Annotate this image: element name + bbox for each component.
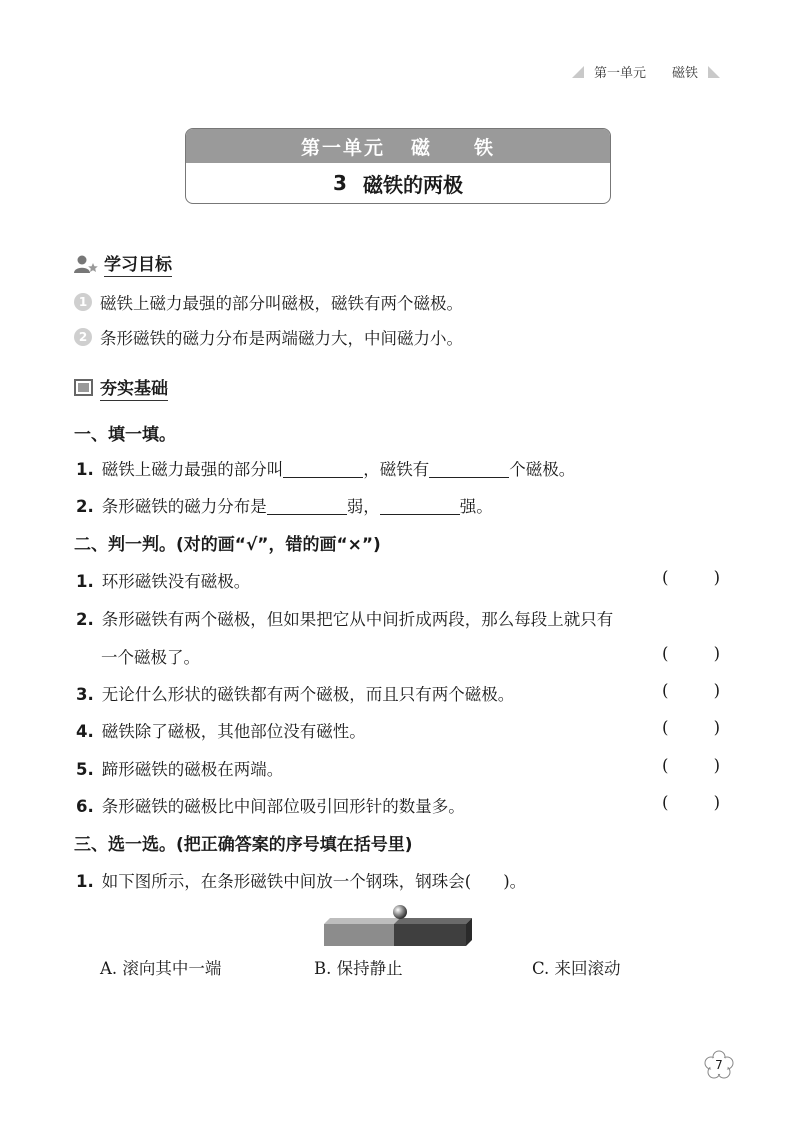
goal-text: 磁铁上磁力最强的部分叫磁极，磁铁有两个磁极。: [100, 294, 463, 313]
answer-parentheses[interactable]: ( ): [662, 718, 720, 737]
magnet-top-left: [324, 918, 400, 924]
answer-parentheses[interactable]: ( ): [662, 568, 720, 587]
judge-question-3: [76, 681, 514, 705]
question-number: 6.: [76, 797, 94, 816]
judge-question-1: [76, 568, 250, 592]
question-text: 环形磁铁没有磁极。: [101, 572, 251, 591]
answer-blank[interactable]: [429, 461, 509, 478]
learning-goals-heading: [74, 250, 172, 277]
judge-question-2: [76, 606, 613, 630]
basics-title: 夯实基础: [100, 374, 168, 401]
judge-question-6: [76, 793, 465, 817]
basics-heading: [74, 374, 168, 401]
running-header: [572, 62, 720, 81]
goal-text: 条形磁铁的磁力分布是两端磁力大，中间磁力小。: [100, 329, 463, 348]
question-text: 条形磁铁的磁力分布是: [101, 497, 267, 516]
fill-question-2: [76, 493, 493, 517]
choose-question-1: [76, 868, 526, 892]
answer-parentheses[interactable]: ( ): [662, 644, 720, 663]
goal-number: 2: [74, 328, 92, 346]
question-text: 弱，: [346, 497, 380, 516]
question-text: 无论什么形状的磁铁都有两个磁极，而且只有两个磁极。: [101, 685, 515, 704]
answer-blank[interactable]: [380, 498, 460, 515]
goal-item: [74, 290, 463, 314]
unit-title: 第一单元: [300, 136, 385, 159]
page-number-badge: [704, 1050, 734, 1080]
question-number: 3.: [76, 685, 94, 704]
judge-question-4: [76, 718, 366, 742]
fill-question-1: [76, 456, 575, 480]
book-icon: [74, 379, 94, 397]
page-number: 7: [715, 1058, 723, 1072]
bar-magnet-illustration: [318, 902, 478, 950]
answer-blank[interactable]: [283, 461, 363, 478]
magnet-half-light: [324, 924, 394, 946]
lesson-title-box: [185, 128, 611, 204]
lesson-number: 3: [333, 171, 347, 195]
judge-section-title: 二、判一判。(对的画“√”，错的画“×”): [74, 535, 381, 555]
magnet-top-right: [394, 918, 472, 924]
option-a[interactable]: A. 滚向其中一端: [100, 959, 222, 978]
lesson-name: 磁铁的两极: [362, 172, 463, 197]
option-c[interactable]: C. 来回滚动: [532, 959, 621, 978]
question-text: ，磁铁有: [363, 460, 430, 479]
unit-title-char-1: 磁: [410, 136, 432, 159]
steel-ball-icon: [393, 905, 407, 919]
answer-parentheses[interactable]: ( ): [662, 793, 720, 812]
question-number: 4.: [76, 722, 94, 741]
header-unit: 第一单元: [593, 66, 646, 81]
answer-parentheses[interactable]: ( ): [662, 756, 720, 775]
question-text: 强。: [459, 497, 493, 516]
unit-title-band: [186, 129, 610, 163]
learning-goals-title: 学习目标: [104, 250, 172, 277]
person-star-icon: [74, 254, 98, 274]
goal-number: 1: [74, 293, 92, 311]
question-number: 1.: [76, 460, 94, 479]
judge-question-2-cont: [101, 644, 200, 668]
header-topic: 磁铁: [671, 66, 698, 81]
left-triangle-icon: [572, 66, 584, 78]
question-number: 1.: [76, 572, 94, 591]
question-text: )。: [503, 872, 527, 891]
question-text: 一个磁极了。: [101, 648, 200, 667]
question-text: 磁铁除了磁极，其他部位没有磁性。: [101, 722, 366, 741]
question-text: 条形磁铁的磁极比中间部位吸引回形针的数量多。: [101, 797, 465, 816]
answer-parentheses[interactable]: ( ): [662, 681, 720, 700]
question-text: 如下图所示，在条形磁铁中间放一个钢珠，钢珠会(: [101, 872, 472, 891]
question-number: 1.: [76, 872, 94, 891]
question-text: 个磁极。: [509, 460, 576, 479]
choose-section-title: 三、选一选。(把正确答案的序号填在括号里): [74, 835, 413, 855]
magnet-half-dark: [394, 924, 466, 946]
answer-blank[interactable]: [267, 498, 347, 515]
question-number: 2.: [76, 610, 94, 629]
judge-question-5: [76, 756, 283, 780]
question-number: 2.: [76, 497, 94, 516]
lesson-title: [186, 163, 610, 203]
question-text: 蹄形磁铁的磁极在两端。: [101, 760, 284, 779]
fill-section-title: 一、填一填。: [74, 425, 176, 445]
goal-item: [74, 325, 463, 349]
question-text: 磁铁上磁力最强的部分叫: [101, 460, 284, 479]
unit-title-char-2: 铁: [474, 136, 496, 159]
right-triangle-icon: [708, 66, 720, 78]
option-b[interactable]: B. 保持静止: [314, 959, 403, 978]
question-text: 条形磁铁有两个磁极，但如果把它从中间折成两段，那么每段上就只有: [101, 610, 614, 629]
question-number: 5.: [76, 760, 94, 779]
